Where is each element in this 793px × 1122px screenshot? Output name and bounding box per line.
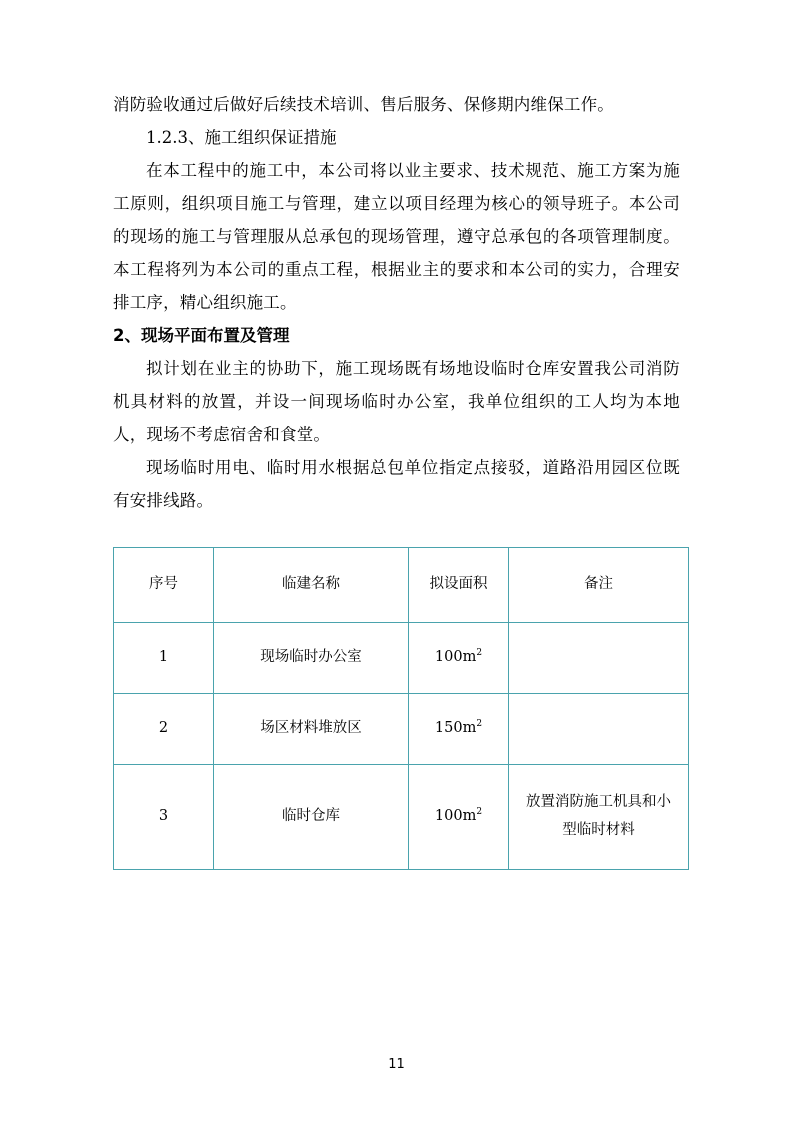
heading-site-layout: 2、现场平面布置及管理 xyxy=(113,326,290,345)
document-body xyxy=(113,88,680,870)
cell-index: 2 xyxy=(114,694,214,765)
table-header-cell-index: 序号 xyxy=(114,548,214,623)
table-spacer xyxy=(113,517,680,547)
cell-area xyxy=(409,765,509,870)
table-row xyxy=(114,694,689,765)
table-header-cell-name: 临建名称 xyxy=(214,548,409,623)
table-row xyxy=(114,765,689,870)
table-header-cell-area: 拟设面积 xyxy=(409,548,509,623)
cell-area-unit: 2 xyxy=(476,648,483,659)
paragraph-utilities: 现场临时用电、临时用水根据总包单位指定点接驳，道路沿用园区位既有安排线路。 xyxy=(113,458,680,510)
cell-index: 1 xyxy=(114,623,214,694)
paragraph-temporary-facilities: 拟计划在业主的协助下，施工现场既有场地设临时仓库安置我公司消防机具材料的放置，并设一间现场临时办公室，我单位组织的工人均为本地人，现场不考虑宿舍和食堂。 xyxy=(113,359,680,444)
cell-note xyxy=(509,765,689,870)
cell-note xyxy=(509,623,689,694)
cell-area-value: 100m xyxy=(434,808,477,825)
cell-note-line: 型临时材料 xyxy=(562,822,635,838)
table-header-row xyxy=(114,548,689,623)
paragraph-closing-acceptance: 消防验收通过后做好后续技术培训、售后服务、保修期内维保工作。 xyxy=(113,95,614,114)
cell-area-unit: 2 xyxy=(476,719,483,730)
cell-area-value: 150m xyxy=(434,720,477,737)
page-number: 11 xyxy=(388,1057,405,1072)
table-header-cell-note: 备注 xyxy=(509,548,689,623)
cell-area-unit: 2 xyxy=(476,807,483,818)
paragraph-construction-organization: 在本工程中的施工中，本公司将以业主要求、技术规范、施工方案为施工原则，组织项目施工与管理，建立以项目经理为核心的领导班子。本公司的现场的施工与管理服从总承包的现场管理，遵守总承包的各项管理制度。本工程将列为本公司的重点工程，根据业主的要求和本公司的实力，合理安排工序，精心组织施工。 xyxy=(113,161,680,312)
cell-area xyxy=(409,623,509,694)
table-row xyxy=(114,623,689,694)
cell-name: 临时仓库 xyxy=(214,765,409,870)
cell-note xyxy=(509,694,689,765)
cell-area xyxy=(409,694,509,765)
cell-name: 现场临时办公室 xyxy=(214,623,409,694)
heading-1-2-3: 1.2.3、施工组织保证措施 xyxy=(146,128,337,147)
cell-index: 3 xyxy=(114,765,214,870)
cell-area-value: 100m xyxy=(434,649,477,666)
cell-note-line: 放置消防施工机具和小 xyxy=(526,794,671,811)
temporary-facilities-table xyxy=(113,547,689,870)
cell-name: 场区材料堆放区 xyxy=(214,694,409,765)
